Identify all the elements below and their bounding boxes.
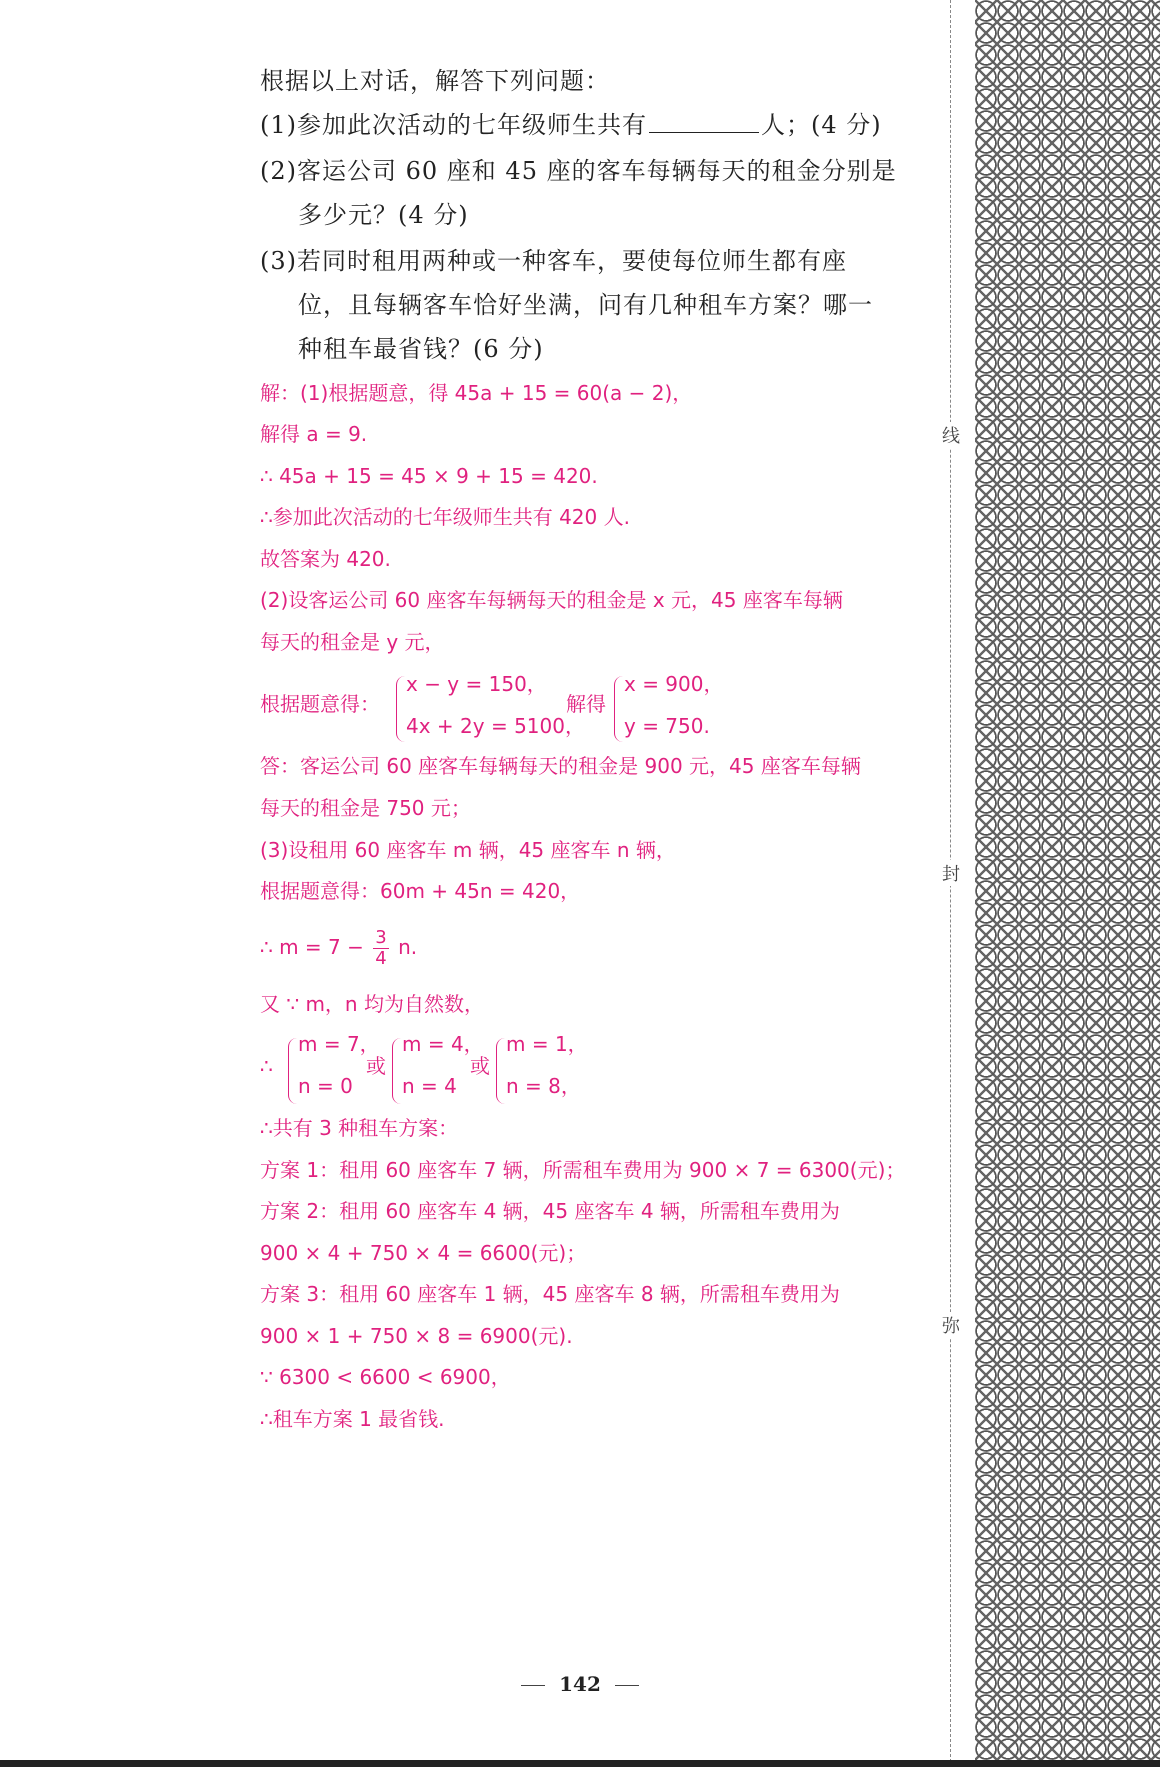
solution-line: 每天的租金是 750 元； bbox=[260, 796, 471, 820]
solution-line: ∴租车方案 1 最省钱. bbox=[260, 1407, 445, 1431]
solution-line: 又 ∵ m，n 均为自然数， bbox=[260, 992, 484, 1016]
solution-line: 每天的租金是 y 元， bbox=[260, 630, 445, 654]
question-3-line-2: 位，且每辆客车恰好坐满，问有几种租车方案？哪一 bbox=[298, 291, 873, 319]
solution-line: 方案 1：租用 60 座客车 7 辆，所需租车费用为 900 × 7 = 6300(元)； bbox=[260, 1158, 906, 1182]
page-footer bbox=[0, 1672, 1160, 1696]
left-brace bbox=[614, 676, 623, 742]
equation: m = 4， bbox=[402, 1032, 484, 1056]
equation: m = 1， bbox=[506, 1032, 588, 1056]
divider bbox=[615, 1685, 639, 1686]
bottom-bar bbox=[0, 1760, 1160, 1767]
question-2-line-2: 多少元？(4 分) bbox=[298, 201, 469, 229]
solution-line: 方案 2：租用 60 座客车 4 辆，45 座客车 4 辆，所需租车费用为 bbox=[260, 1199, 840, 1223]
left-brace bbox=[288, 1038, 297, 1104]
left-brace bbox=[396, 676, 405, 742]
solution-line: 根据题意得：60m + 45n = 420， bbox=[260, 879, 581, 903]
solution-line: (2)设客运公司 60 座客车每辆每天的租金是 x 元，45 座客车每辆 bbox=[260, 588, 843, 612]
fraction-denominator: 4 bbox=[375, 948, 387, 969]
equation: n = 4 bbox=[402, 1074, 457, 1098]
question-intro: 根据以上对话，解答下列问题： bbox=[260, 67, 610, 95]
equation: 4x + 2y = 5100， bbox=[406, 714, 585, 738]
decorative-pattern-strip bbox=[975, 0, 1160, 1767]
solution-line: ∴ 45a + 15 = 45 × 9 + 15 = 420. bbox=[260, 464, 598, 488]
or-text: 或 bbox=[470, 1054, 490, 1078]
question-1 bbox=[260, 102, 940, 148]
solution-line: ∵ 6300 < 6600 < 6900， bbox=[260, 1365, 511, 1389]
margin-label-line: 线 bbox=[940, 422, 962, 448]
equation: y = 750. bbox=[624, 714, 710, 738]
system-mid: 解得 bbox=[566, 692, 606, 716]
system-prefix: ∴ bbox=[260, 1054, 273, 1078]
equation: m = 7， bbox=[298, 1032, 380, 1056]
question-1-points: 人；(4 分) bbox=[761, 111, 882, 139]
question-3-line-3: 种租车最省钱？(6 分) bbox=[298, 335, 544, 363]
solution-line: 900 × 4 + 750 × 4 = 6600(元)； bbox=[260, 1241, 587, 1265]
solution-line: 900 × 1 + 750 × 8 = 6900(元). bbox=[260, 1324, 573, 1348]
equation: x = 900， bbox=[624, 672, 724, 696]
solution-line: 解：(1)根据题意，得 45a + 15 = 60(a − 2)， bbox=[260, 381, 693, 405]
solution-line: 方案 3：租用 60 座客车 1 辆，45 座客车 8 辆，所需租车费用为 bbox=[260, 1282, 840, 1306]
margin-label-seal: 封 bbox=[940, 860, 962, 886]
question-1-text: (1)参加此次活动的七年级师生共有 bbox=[260, 111, 647, 139]
equation: n = 8， bbox=[506, 1074, 581, 1098]
equation: n = 0 bbox=[298, 1074, 353, 1098]
solution-line: ∴共有 3 种租车方案： bbox=[260, 1116, 459, 1140]
solution-line: 解得 a = 9. bbox=[260, 422, 368, 446]
question-3-line-1: (3)若同时租用两种或一种客车，要使每位师生都有座 bbox=[260, 247, 847, 275]
system-prefix: 根据题意得： bbox=[260, 692, 380, 716]
solution-line: (3)设租用 60 座客车 m 辆，45 座客车 n 辆， bbox=[260, 838, 676, 862]
left-brace bbox=[392, 1038, 401, 1104]
solution-line: ∴参加此次活动的七年级师生共有 420 人. bbox=[260, 505, 630, 529]
fraction-line: ∴ m = 7 − $\frac{3}{4}$ n. bbox=[260, 927, 418, 969]
solution-line: 故答案为 420. bbox=[260, 547, 391, 571]
equation: x − y = 150， bbox=[406, 672, 547, 696]
solution-line: 答：客运公司 60 座客车每辆每天的租金是 900 元，45 座客车每辆 bbox=[260, 754, 861, 778]
fraction bbox=[373, 928, 388, 969]
answer-blank[interactable] bbox=[649, 108, 759, 133]
margin-label-bottom: 弥 bbox=[940, 1312, 962, 1338]
divider bbox=[521, 1685, 545, 1686]
page-number: 142 bbox=[559, 1672, 601, 1696]
left-brace bbox=[496, 1038, 505, 1104]
or-text: 或 bbox=[366, 1054, 386, 1078]
fraction-numerator: 3 bbox=[375, 927, 387, 948]
question-2-line-1: (2)客运公司 60 座和 45 座的客车每辆每天的租金分别是 bbox=[260, 157, 897, 185]
